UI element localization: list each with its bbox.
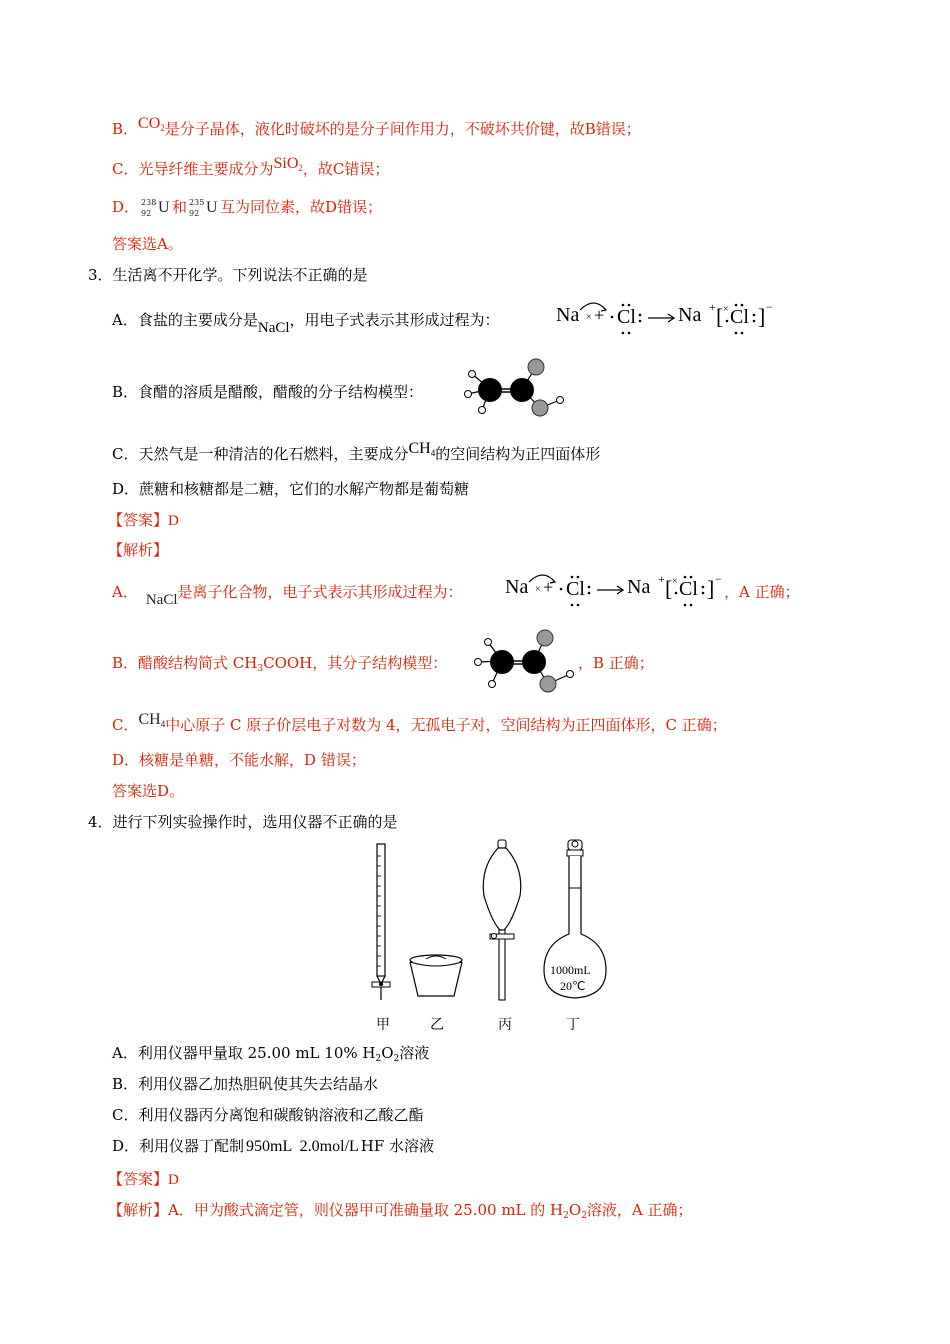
crucible-icon — [406, 952, 466, 1002]
q3-explain-b: B．醋酸结构简式 $CH_3COOH$，其分子结构模型： — [112, 654, 448, 674]
separatory-funnel-icon — [478, 838, 528, 1003]
q4-option-d: D．利用仪器丁配制 950mL 2.0mol/L HF 水溶液 — [112, 1137, 435, 1155]
sio2-formula: SiO$_2$ — [273, 155, 303, 173]
q3-answer: 【答案】D — [108, 511, 179, 529]
q4-option-a: A．利用仪器甲量取 25.00 mL 10% $H_2O_2$溶液 — [112, 1044, 430, 1064]
concentration-formula: 950mL 2.0mol/L — [246, 1138, 359, 1155]
apparatus-label-ding: 丁 — [566, 1018, 580, 1033]
q3-explain-c: C．$CH_4$中心原子 C 原子价层电子对数为 4，无孤电子对，空间结构为正四面体形，C 正确； — [112, 711, 727, 734]
q3-option-d: D．蔗糖和核糖都是二糖，它们的水解产物都是葡萄糖 — [112, 480, 470, 498]
q3-option-c: C．天然气是一种清洁的化石燃料，主要成分$CH_4$的空间结构为正四面体形 — [112, 440, 601, 463]
flask-volume-label: 1000mL — [550, 963, 591, 977]
isotope-u238: 238 92 U — [141, 198, 170, 218]
prev-option-b: B．$CO_2$是分子晶体，液化时破坏的是分子间作用力，不破坏共价键，故B错误； — [112, 115, 641, 138]
apparatus-label-jia: 甲 — [376, 1018, 390, 1033]
q3-stem: 3．生活离不开化学。下列说法不正确的是 — [88, 266, 368, 284]
q4-answer: 【答案】D — [108, 1170, 179, 1188]
isotope-u235: 235 92 U — [189, 198, 218, 218]
q4-option-b: B．利用仪器乙加热胆矾使其失去结晶水 — [112, 1075, 379, 1093]
co2-formula: $CO_2$ — [138, 115, 165, 133]
equation-1-marks — [556, 300, 776, 340]
q4-stem: 4．进行下列实验操作时，选用仪器不正确的是 — [88, 813, 398, 831]
flask-temp-label: 20℃ — [560, 979, 586, 993]
prev-option-d: D． 238 92 U 和 235 92 U 互为同位素，故D错误； — [112, 198, 383, 218]
q3-explain-a: A． NaCl是离子化合物，电子式表示其形成过程为： — [112, 583, 463, 608]
burette-icon — [368, 842, 398, 1007]
prev-option-c: C．光导纤维主要成分为SiO$_2$，故C错误； — [112, 155, 390, 178]
electron-formula-equation-1: Na × + Cl Na + [ × Cl ] − — [556, 300, 776, 340]
q4-option-c: C．利用仪器丙分离饱和碳酸钠溶液和乙酸乙酯 — [112, 1106, 424, 1124]
q3-option-b: B．食醋的溶质是醋酸，醋酸的分子结构模型： — [112, 383, 424, 401]
q3-explain-b-end: ，B 正确； — [578, 654, 654, 672]
apparatus-label-bing: 丙 — [498, 1018, 512, 1033]
q3-explain-d: D．核糖是单糖，不能水解，D 错误； — [112, 751, 366, 769]
q3-explain-a-end: ，A 正确； — [724, 583, 800, 601]
apparatus-label-yi: 乙 — [430, 1018, 444, 1033]
nacl-formula-2: NaCl — [145, 592, 178, 608]
acetic-acid-model-1 — [460, 356, 570, 426]
ch4-formula-2: $CH_4$ — [138, 711, 166, 729]
equation-2-marks — [505, 572, 725, 612]
lab-apparatus-figure — [350, 838, 620, 1038]
ch4-formula: $CH_4$ — [408, 440, 436, 458]
acetic-acid-model-2 — [472, 628, 582, 698]
q4-analysis-a: 【解析】A．甲为酸式滴定管，则仪器甲可准确量取 25.00 mL 的 $H_2O_2$溶液，A 正确； — [108, 1201, 693, 1221]
q3-analysis-label: 【解析】 — [108, 541, 169, 559]
q3-conclusion: 答案选D。 — [112, 782, 185, 800]
nacl-formula: NaCl — [257, 320, 290, 336]
electron-formula-equation-2: Na × + Cl Na + [ × Cl ] − — [505, 572, 725, 612]
prev-answer: 答案选A。 — [112, 235, 183, 253]
q3-option-a: A．食盐的主要成分是NaCl，用电子式表示其形成过程为： — [112, 311, 500, 336]
